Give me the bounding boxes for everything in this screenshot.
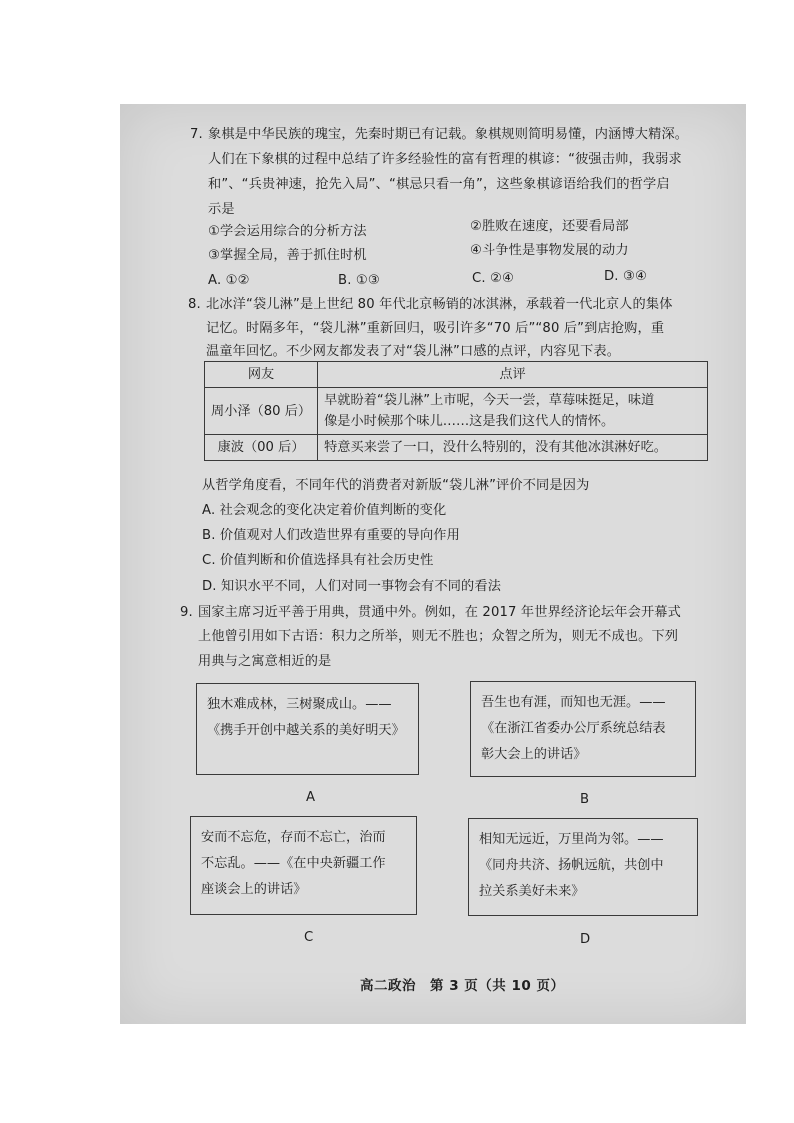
comment-table bbox=[204, 361, 708, 461]
table-cell-name: 康波（00 后） bbox=[205, 435, 318, 461]
quote-line: 吾生也有涯，而知也无涯。—— bbox=[481, 695, 666, 710]
q9-text-line: 用典与之寓意相近的是 bbox=[198, 654, 332, 669]
quote-line: 独木难成林，三树聚成山。—— bbox=[207, 697, 392, 712]
q7-text-line: 示是 bbox=[208, 202, 235, 217]
q8-text-line: 记忆。时隔多年，“袋儿淋”重新回归，吸引许多“70 后”“80 后”到店抢购，重 bbox=[206, 321, 665, 336]
table-cell-name: 周小泽（80 后） bbox=[205, 388, 318, 435]
box-label-d: D bbox=[580, 932, 591, 947]
quote-line: 不忘乱。——《在中央新疆工作 bbox=[201, 856, 386, 871]
quote-line: 座谈会上的讲话》 bbox=[201, 882, 307, 897]
quote-line: 安而不忘危，存而不忘亡，治而 bbox=[201, 830, 386, 845]
q7-option: ③掌握全局，善于抓住时机 bbox=[208, 248, 367, 263]
quote-line: 相知无远近，万里尚为邻。—— bbox=[479, 832, 664, 847]
q8-stem: 从哲学角度看，不同年代的消费者对新版“袋儿淋”评价不同是因为 bbox=[202, 478, 590, 493]
q7-choice-b: B. ①③ bbox=[338, 273, 380, 288]
quote-box-a bbox=[196, 683, 419, 775]
comment-line: 像是小时候那个味儿……这是我们这代人的情怀。 bbox=[324, 414, 615, 429]
table-row bbox=[205, 388, 708, 435]
q7-option: ④斗争性是事物发展的动力 bbox=[470, 243, 629, 258]
q7-text-line: 和”、“兵贵神速，抢先入局”、“棋忌只看一角”，这些象棋谚语给我们的哲学启 bbox=[208, 177, 670, 192]
q8-number: 8. bbox=[188, 297, 201, 312]
q8-choice-a: A. 社会观念的变化决定着价值判断的变化 bbox=[202, 503, 447, 518]
quote-box-d bbox=[468, 818, 698, 916]
exam-page bbox=[120, 104, 746, 1024]
q9-number: 9. bbox=[180, 605, 193, 620]
comment-line: 特意买来尝了一口，没什么特别的，没有其他冰淇淋好吃。 bbox=[324, 440, 667, 455]
quote-line: 《携手开创中越关系的美好明天》 bbox=[207, 723, 405, 738]
comment-line: 早就盼着“袋儿淋”上市呢，今天一尝，草莓味挺足，味道 bbox=[324, 393, 655, 408]
quote-line: 拉关系美好未来》 bbox=[479, 884, 585, 899]
q7-option: ①学会运用综合的分析方法 bbox=[208, 224, 367, 239]
q9-text-line: 上他曾引用如下古语：积力之所举，则无不胜也；众智之所为，则无不成也。下列 bbox=[198, 629, 679, 644]
q7-choice-d: D. ③④ bbox=[604, 269, 647, 284]
box-label-b: B bbox=[580, 792, 590, 807]
q8-text-line: 北冰洋“袋儿淋”是上世纪 80 年代北京畅销的冰淇淋，承载着一代北京人的集体 bbox=[206, 297, 673, 312]
page-footer: 高二政治 第 3 页（共 10 页） bbox=[360, 978, 565, 994]
table-cell-comment bbox=[318, 435, 708, 461]
q8-choice-c: C. 价值判断和价值选择具有社会历史性 bbox=[202, 553, 434, 568]
q9-text-line: 国家主席习近平善于用典，贯通中外。例如，在 2017 年世界经济论坛年会开幕式 bbox=[198, 605, 681, 620]
q7-option: ②胜败在速度，还要看局部 bbox=[470, 219, 629, 234]
quote-box-b bbox=[470, 681, 696, 777]
table-header: 网友 bbox=[205, 362, 318, 388]
q7-number: 7. bbox=[190, 127, 203, 142]
q7-choice-c: C. ②④ bbox=[472, 271, 514, 286]
q8-choice-b: B. 价值观对人们改造世界有重要的导向作用 bbox=[202, 528, 460, 543]
quote-line: 彰大会上的讲话》 bbox=[481, 747, 587, 762]
q8-choice-d: D. 知识水平不同，人们对同一事物会有不同的看法 bbox=[202, 579, 502, 594]
quote-line: 《同舟共济、扬帆远航，共创中 bbox=[479, 858, 664, 873]
quote-line: 《在浙江省委办公厅系统总结表 bbox=[481, 721, 666, 736]
q7-text-line: 人们在下象棋的过程中总结了许多经验性的富有哲理的棋谚：“彼强击帅，我弱求 bbox=[208, 152, 682, 167]
q7-text-line: 象棋是中华民族的瑰宝，先秦时期已有记载。象棋规则简明易懂，内涵博大精深。 bbox=[208, 127, 689, 142]
quote-box-c bbox=[190, 816, 417, 915]
q8-text-line: 温童年回忆。不少网友都发表了对“袋儿淋”口感的点评，内容见下表。 bbox=[206, 344, 621, 359]
table-header: 点评 bbox=[318, 362, 708, 388]
box-label-a: A bbox=[306, 790, 316, 805]
box-label-c: C bbox=[304, 930, 314, 945]
q7-choice-a: A. ①② bbox=[208, 273, 250, 288]
table-cell-comment bbox=[318, 388, 708, 435]
table-header-row bbox=[205, 362, 708, 388]
table-row bbox=[205, 435, 708, 461]
